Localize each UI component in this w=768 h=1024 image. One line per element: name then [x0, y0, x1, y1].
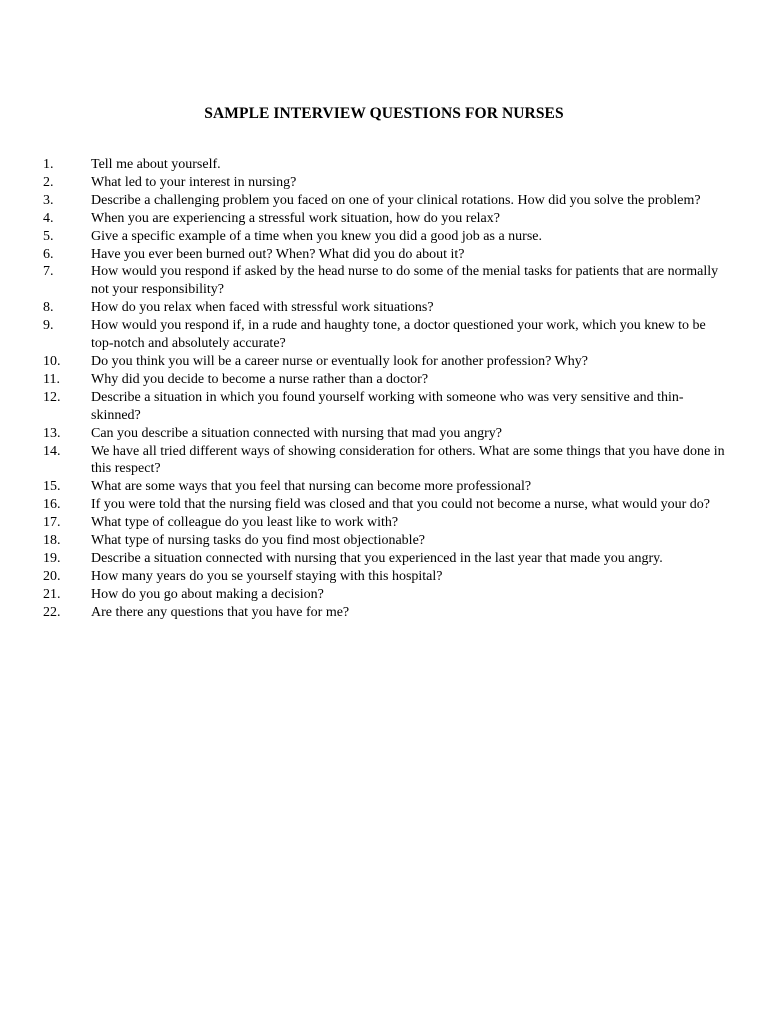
question-number: 9. — [43, 318, 54, 334]
question-item — [0, 443, 768, 479]
question-item — [0, 263, 768, 299]
question-text: Do you think you will be a career nurse or eventually look for another profession? Why? — [91, 353, 588, 369]
question-item — [0, 174, 768, 192]
question-item — [0, 532, 768, 550]
question-number: 20. — [43, 568, 61, 584]
question-text: Have you ever been burned out? When? What did you do about it? — [91, 246, 465, 262]
question-text: What are some ways that you feel that nursing can become more professional? — [91, 479, 532, 495]
question-item — [0, 299, 768, 317]
question-text: Why did you decide to become a nurse rather than a doctor? — [91, 371, 429, 387]
question-number: 3. — [43, 192, 54, 208]
question-item — [0, 586, 768, 604]
question-number: 5. — [43, 228, 54, 244]
question-item — [0, 478, 768, 496]
question-number: 13. — [43, 425, 61, 441]
question-text: When you are experiencing a stressful work situation, how do you relax? — [91, 210, 500, 226]
question-item — [0, 156, 768, 174]
question-item — [0, 514, 768, 532]
question-text: What type of colleague do you least like to work with? — [91, 515, 399, 531]
question-item — [0, 568, 768, 586]
question-number: 7. — [43, 264, 54, 280]
question-text: How do you go about making a decision? — [91, 586, 324, 602]
question-text: What type of nursing tasks do you find most objectionable? — [91, 533, 425, 549]
question-number: 16. — [43, 497, 61, 513]
question-text: How many years do you se yourself staying with this hospital? — [91, 568, 443, 584]
question-number: 22. — [43, 604, 61, 620]
question-item — [0, 246, 768, 264]
question-number: 14. — [43, 443, 61, 459]
question-item — [0, 389, 768, 425]
question-item — [0, 604, 768, 622]
question-number: 17. — [43, 515, 61, 531]
question-item — [0, 210, 768, 228]
question-item — [0, 228, 768, 246]
question-number: 10. — [43, 353, 61, 369]
question-text: Describe a situation connected with nursing that you experienced in the last year that made you angry. — [91, 550, 663, 566]
question-text: How would you respond if, in a rude and haughty tone, a doctor questioned your work, which you knew to be top-notch and absolutely accurate? — [91, 318, 706, 352]
question-number: 8. — [43, 300, 54, 316]
question-text: Describe a situation in which you found yourself working with someone who was very sensitive and thin-skinned? — [91, 389, 684, 423]
question-text: Describe a challenging problem you faced on one of your clinical rotations. How did you solve the problem? — [91, 192, 701, 208]
question-text: How do you relax when faced with stressful work situations? — [91, 300, 434, 316]
question-text: How would you respond if asked by the head nurse to do some of the menial tasks for patients that are normally not your responsibility? — [91, 264, 719, 298]
question-list — [0, 156, 768, 622]
question-text: If you were told that the nursing field was closed and that you could not become a nurse, what would your do? — [91, 497, 710, 513]
question-text: Tell me about yourself. — [91, 157, 221, 172]
question-text: Give a specific example of a time when you knew you did a good job as a nurse. — [91, 228, 542, 244]
question-item — [0, 371, 768, 389]
page-title: SAMPLE INTERVIEW QUESTIONS FOR NURSES — [204, 105, 564, 122]
question-number: 21. — [43, 586, 61, 602]
question-item — [0, 192, 768, 210]
question-number: 4. — [43, 210, 54, 226]
question-number: 2. — [43, 174, 54, 190]
question-number: 1. — [43, 157, 54, 172]
question-number: 19. — [43, 550, 61, 566]
question-text: Can you describe a situation connected with nursing that mad you angry? — [91, 425, 502, 441]
question-item — [0, 353, 768, 371]
question-number: 11. — [43, 371, 60, 387]
question-number: 12. — [43, 389, 61, 405]
question-item — [0, 317, 768, 353]
question-item — [0, 496, 768, 514]
question-number: 15. — [43, 479, 61, 495]
question-number: 18. — [43, 533, 61, 549]
question-item — [0, 425, 768, 443]
question-text: Are there any questions that you have for me? — [91, 604, 350, 620]
question-item — [0, 550, 768, 568]
question-text: We have all tried different ways of showing consideration for others. What are some things that you have done in this respect? — [91, 443, 725, 477]
question-number: 6. — [43, 246, 54, 262]
question-text: What led to your interest in nursing? — [91, 174, 297, 190]
